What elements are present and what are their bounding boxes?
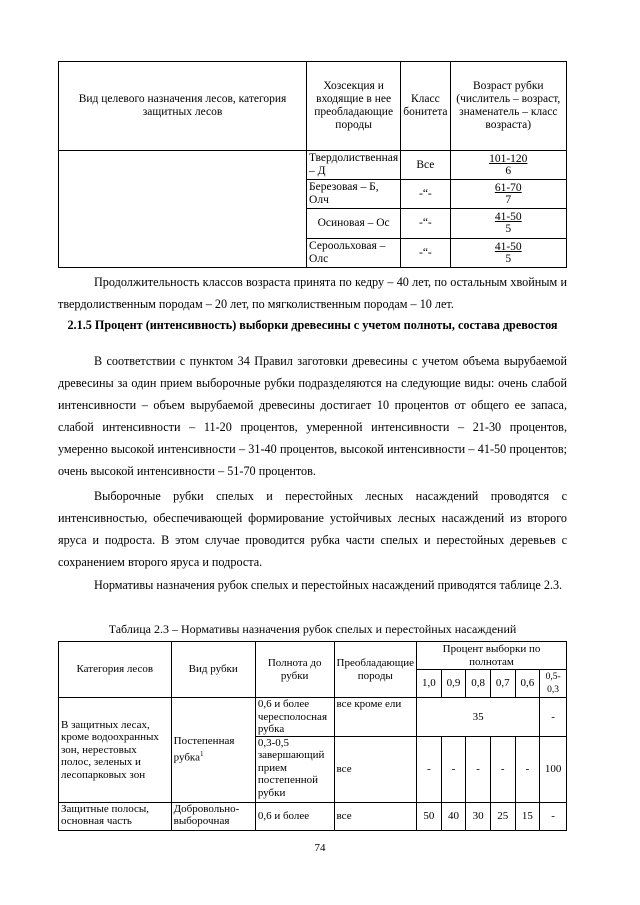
cut-type-cell	[171, 698, 255, 803]
footnote-mark: 1	[200, 749, 204, 758]
age-denominator: 6	[505, 164, 512, 177]
percent-cell: -	[540, 802, 567, 830]
header-bonitet-class: Класс бонитета	[401, 62, 450, 151]
paragraph-selective-cuttings	[58, 485, 567, 573]
density-cell: 0,6 и более чересполосная рубка	[255, 698, 334, 737]
cut-type-text: Постепенная рубка	[173, 735, 235, 764]
species-cell: Твердолиственная – Д	[307, 151, 401, 180]
class-cell: Все	[401, 151, 450, 180]
percent-cell: -	[515, 736, 540, 802]
species-cell: Березовая – Б, Олч	[307, 180, 401, 209]
header-economic-section: Хозсекция и входящие в нее преобладающие породы	[307, 62, 401, 151]
cutting-age-table	[58, 61, 567, 268]
header-cut-type: Вид рубки	[171, 642, 255, 698]
age-numerator: 41-50	[494, 211, 522, 223]
table-row	[59, 698, 567, 737]
paragraph-text: Продолжительность классов возраста принята по кедру – 40 лет, по остальным хвойным и твердолиственным породам – 20 лет, по мягколиственным породам – 10 лет.	[58, 275, 567, 311]
paragraph-intensity	[58, 350, 567, 482]
percent-cell: -	[540, 698, 567, 737]
age-cell	[450, 180, 566, 209]
paragraph-text: Нормативы назначения рубок спелых и перестойных насаждений приводятся таблице 2.3.	[94, 578, 563, 592]
table-caption: Таблица 2.3 – Нормативы назначения рубок спелых и перестойных насаждений	[108, 622, 517, 636]
header-density-1-0: 1,0	[417, 670, 442, 698]
paragraph-text: Выборочные рубки спелых и перестойных лесных насаждений проводятся с интенсивностью, обеспечивающей формирование устойчивых лесных насаждений из второго яруса и подроста. В этом случае проводится рубка части спелых и перестойных деревьев с сохранением второго яруса и подроста.	[58, 489, 567, 569]
paragraph-age-classes	[58, 271, 567, 315]
age-numerator: 101-120	[489, 152, 528, 165]
header-species: Преобладающие породы	[334, 642, 416, 698]
cut-type-cell: Добровольно-выборочная	[171, 802, 255, 830]
age-numerator: 41-50	[494, 240, 522, 253]
age-cell	[450, 239, 566, 268]
empty-purpose-cell	[59, 151, 307, 268]
header-forest-purpose: Вид целевого назначения лесов, категория защитных лесов	[59, 62, 307, 151]
percent-cell: -	[417, 736, 442, 802]
percent-cell: 15	[515, 802, 540, 830]
header-density-0-8: 0,8	[466, 670, 491, 698]
percent-cell: 40	[441, 802, 466, 830]
header-density-0-7: 0,7	[490, 670, 515, 698]
percent-cell: -	[441, 736, 466, 802]
age-numerator: 61-70	[494, 181, 522, 194]
table-row	[59, 151, 567, 180]
species-cell: Сероольховая – Олс	[307, 239, 401, 268]
paragraph-norms	[58, 574, 567, 596]
class-cell: -“-	[401, 209, 450, 239]
header-density: Полнота до рубки	[255, 642, 334, 698]
table-header-row	[59, 62, 567, 151]
cutting-norms-table	[58, 641, 567, 831]
category-cell: Защитные полосы, основная часть	[59, 802, 172, 830]
age-cell	[450, 209, 566, 239]
species-cell: все кроме ели	[334, 698, 416, 737]
header-density-0-5-0-3: 0,5-0,3	[540, 670, 567, 698]
age-denominator: 5	[505, 252, 512, 265]
header-category: Категория лесов	[59, 642, 172, 698]
class-cell: -“-	[401, 239, 450, 268]
density-cell: 0,6 и более	[255, 802, 334, 830]
density-cell: 0,3-0,5 завершающий прием постепенной рубки	[255, 736, 334, 802]
species-cell: все	[334, 802, 416, 830]
percent-merged-cell: 35	[417, 698, 540, 737]
header-density-0-9: 0,9	[441, 670, 466, 698]
paragraph-text: В соответствии с пунктом 34 Правил заготовки древесины с учетом объема вырубаемой древесины за один прием выборочные рубки подразделяются на следующие виды: очень слабой интенсивности – объем вырубаемой древесины достигает 10 процентов от общего ее запаса, слабой интенсивности – 11-20 процентов, умеренной интенсивности – 21-30 процентов, умеренно высокой интенсивности – 31-40 процентов, высокой интенсивности – 41-50 процентов; очень высокой интенсивности – 51-70 процентов.	[58, 354, 567, 478]
header-percent: Процент выборки по полнотам	[417, 642, 567, 670]
percent-cell: 50	[417, 802, 442, 830]
age-denominator: 5	[505, 223, 512, 235]
table-row	[59, 802, 567, 830]
age-denominator: 7	[505, 193, 512, 206]
header-density-0-6: 0,6	[515, 670, 540, 698]
species-cell: все	[334, 736, 416, 802]
percent-cell: 30	[466, 802, 491, 830]
percent-cell: -	[490, 736, 515, 802]
species-cell: Осиновая – Ос	[307, 209, 401, 239]
percent-cell: -	[466, 736, 491, 802]
category-cell: В защитных лесах, кроме водоохранных зон, нерестовых полос, зеленых и лесопарковых зон	[59, 698, 172, 803]
age-cell	[450, 151, 566, 180]
percent-cell: 100	[540, 736, 567, 802]
percent-cell: 25	[490, 802, 515, 830]
page-number: 74	[314, 842, 326, 854]
table-header-row	[59, 642, 567, 670]
section-heading: 2.1.5 Процент (интенсивность) выборки древесины с учетом полноты, состава древостоя	[67, 318, 558, 332]
class-cell: -“-	[401, 180, 450, 209]
header-cutting-age: Возраст рубки (числитель – возраст, знаменатель – класс возраста)	[450, 62, 566, 151]
